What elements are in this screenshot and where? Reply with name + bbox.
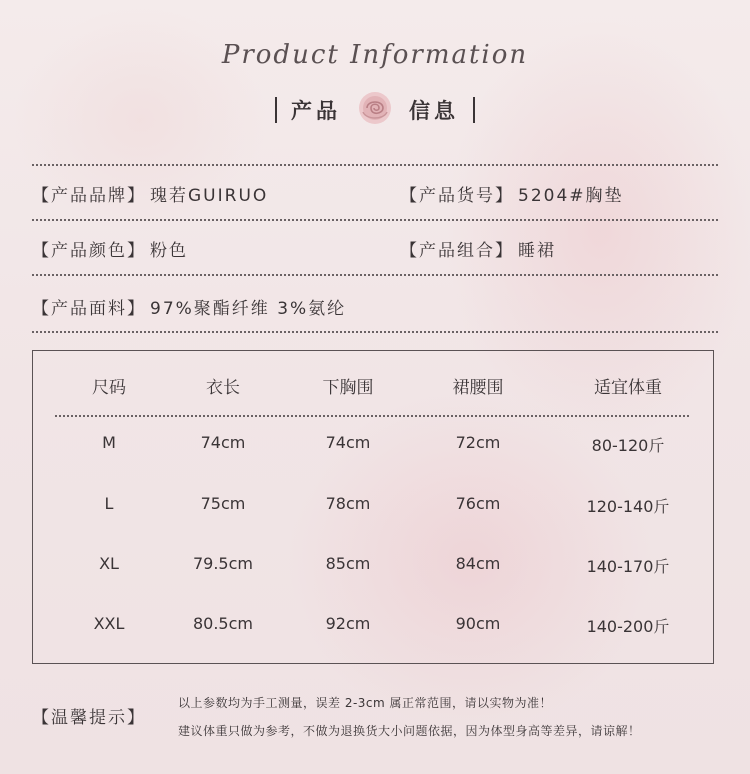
table-cell: 74cm <box>200 433 246 452</box>
table-divider <box>55 415 689 417</box>
brand-value: 瑰若GUIRUO <box>150 186 269 206</box>
fabric-label: 【产品面料】 <box>32 299 146 319</box>
table-cell: 85cm <box>325 554 371 573</box>
divider <box>32 219 718 221</box>
title-bar-left <box>275 97 277 123</box>
table-cell: 80-120斤 <box>591 436 665 455</box>
table-cell: 79.5cm <box>192 554 253 573</box>
title-word-right: 信息 <box>409 99 459 123</box>
brand-label: 【产品品牌】 <box>32 186 146 206</box>
header-underbust: 下胸围 <box>322 378 374 398</box>
table-cell: 120-140斤 <box>586 497 670 516</box>
color-row <box>32 236 188 261</box>
header-length: 衣长 <box>206 378 240 398</box>
header-waist: 裙腰围 <box>452 378 504 398</box>
sku-label: 【产品货号】 <box>400 186 514 206</box>
tip-line-2: 建议体重只做为参考，不做为退换货大小问题依据，因为体型身高等差异，请谅解！ <box>178 724 641 738</box>
sku-row <box>400 181 624 206</box>
color-label: 【产品颜色】 <box>32 241 146 261</box>
script-title: Product Information <box>221 40 529 70</box>
divider <box>32 274 718 276</box>
table-cell: 78cm <box>325 494 371 513</box>
fabric-value: 97%聚酯纤维 3%氨纶 <box>150 299 347 319</box>
divider <box>32 331 718 333</box>
table-cell: XL <box>99 554 119 573</box>
table-cell: 80.5cm <box>192 614 253 633</box>
combo-row <box>400 236 556 261</box>
table-cell: 92cm <box>325 614 371 633</box>
tip-line-1: 以上参数均为手工测量，误差 2-3cm 属正常范围，请以实物为准！ <box>178 696 553 710</box>
title-bar-right <box>473 97 475 123</box>
combo-value: 睡裙 <box>518 241 556 261</box>
divider <box>32 164 718 166</box>
table-cell: L <box>104 494 114 513</box>
header-weight: 适宜体重 <box>594 378 662 398</box>
header-size: 尺码 <box>92 378 126 398</box>
sku-value: 5204#胸垫 <box>518 186 624 206</box>
color-value: 粉色 <box>150 241 188 261</box>
table-cell: 84cm <box>455 554 501 573</box>
table-cell: 140-200斤 <box>586 617 670 636</box>
table-cell: 90cm <box>455 614 501 633</box>
tips-label: 【温馨提示】 <box>32 708 146 728</box>
table-cell: M <box>102 433 116 452</box>
fabric-row <box>32 294 346 319</box>
table-cell: 75cm <box>200 494 246 513</box>
table-cell: 140-170斤 <box>586 557 670 576</box>
combo-label: 【产品组合】 <box>400 241 514 261</box>
rose-icon <box>357 90 393 131</box>
title-word-left: 产品 <box>291 99 341 123</box>
table-cell: 76cm <box>455 494 501 513</box>
table-cell: 74cm <box>325 433 371 452</box>
table-cell: 72cm <box>455 433 501 452</box>
brand-row <box>32 181 268 206</box>
size-table <box>32 350 714 664</box>
table-cell: XXL <box>93 614 125 633</box>
section-title <box>0 90 750 130</box>
